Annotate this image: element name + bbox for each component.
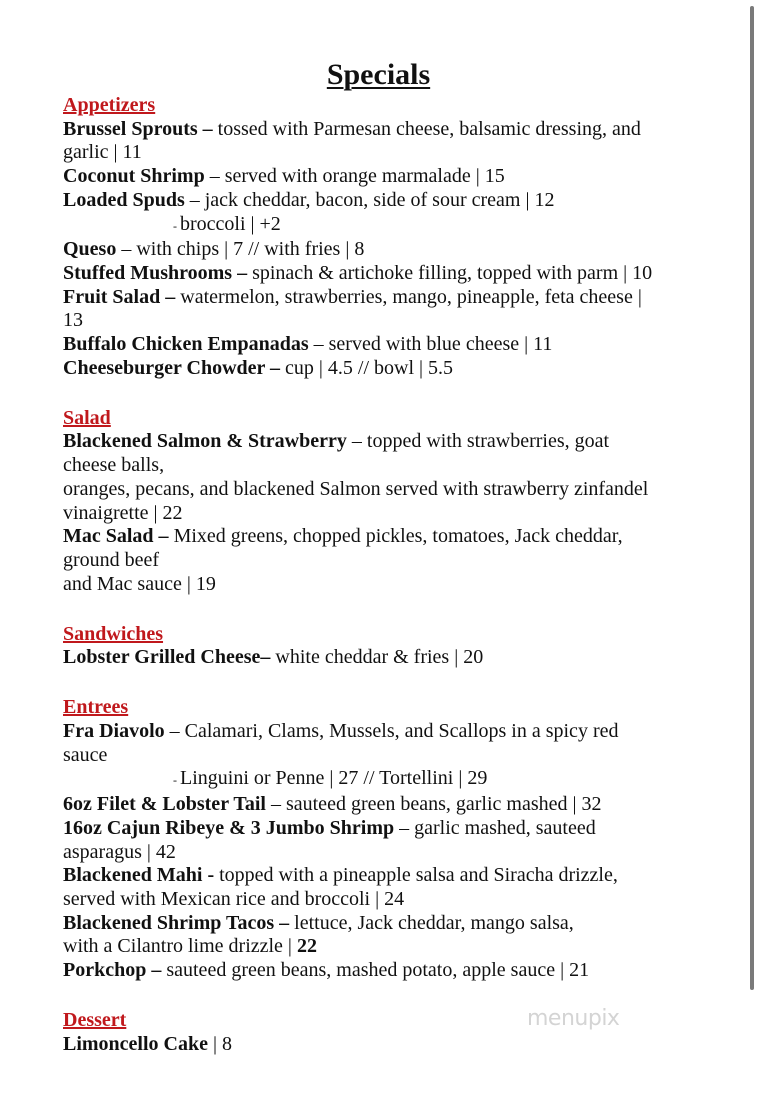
item-name: Brussel Sprouts – [63,117,213,140]
item-line [63,357,723,381]
item-name: Mac Salad – [63,525,169,548]
section-heading: Appetizers [63,94,156,116]
item-description-continued: served with Mexican rice and broccoli | 24 [63,887,405,910]
item-description-continued-text: with a Cilantro lime drizzle | [63,935,297,958]
item-price: 22 [296,935,317,958]
menu-item [63,720,723,793]
item-option [63,213,723,239]
item-line [63,525,723,549]
item-name: Fruit Salad – [63,285,176,308]
menu-item [63,165,723,189]
menu-item [63,357,723,381]
item-description-continued: vinaigrette | 22 [63,501,183,524]
item-line [63,189,723,213]
menu-item [63,959,723,983]
watermark-logo: menupix [527,1006,620,1031]
item-description-continued [63,935,723,959]
item-description-continued: and Mac sauce | 19 [63,572,216,595]
item-line [63,1033,723,1057]
item-line [63,430,723,454]
menu-item [63,646,723,670]
item-description-continued: sauce [63,743,108,766]
item-description: – Calamari, Clams, Mussels, and Scallops in a spicy red [164,720,619,743]
item-line [63,118,723,142]
menu-item [63,238,723,262]
item-description: – served with blue cheese | 11 [308,333,553,356]
item-line [63,646,723,670]
item-description: | 8 [208,1032,233,1055]
item-description: sauteed green beans, mashed potato, apple sauce | 21 [161,959,590,982]
item-description: tossed with Parmesan cheese, balsamic dressing, and [212,117,641,140]
item-description-continued: asparagus | 42 [63,840,176,863]
item-line [63,817,723,841]
item-description-continued: 13 [63,309,83,332]
item-line [63,793,723,817]
item-name: Fra Diavolo [63,720,165,743]
item-line [63,959,723,983]
menu-section-dessert [63,1009,723,1056]
item-description: – with chips | 7 // with fries | 8 [116,238,365,261]
item-description-continued: garlic | 11 [63,141,142,164]
item-name: Cheeseburger Chowder – [63,356,281,379]
item-description: white cheddar & fries | 20 [270,646,484,669]
item-line [63,720,723,744]
item-name: Queso [63,238,117,261]
item-name: Stuffed Mushrooms – [63,261,248,284]
item-description: Mixed greens, chopped pickles, tomatoes, Jack cheddar, [168,525,623,548]
menu-item [63,430,723,525]
item-name: Blackened Salmon & Strawberry [63,430,347,453]
option-bullet-icon: - [173,773,180,788]
menu-item [63,864,723,911]
menu-item [63,793,723,817]
item-name: Blackened Mahi - [63,864,215,887]
item-line [63,286,723,310]
item-name: 16oz Cajun Ribeye & 3 Jumbo Shrimp [63,816,395,839]
section-heading: Salad [63,406,111,429]
item-option-text: broccoli | +2 [180,212,281,235]
item-line [63,864,723,888]
item-line [63,333,723,357]
item-description: – served with orange marmalade | 15 [204,165,505,188]
item-name: Loaded Spuds [63,188,185,211]
item-name: Lobster Grilled Cheese– [63,646,271,669]
menu-item [63,118,723,165]
item-name: Blackened Shrimp Tacos – [63,911,290,934]
page-title: Specials [326,58,431,91]
menu-item [63,912,723,959]
section-heading: Entrees [63,696,129,719]
item-description: – sauteed green beans, garlic mashed | 32 [265,793,602,816]
scrollbar[interactable] [750,6,754,990]
item-description: topped with a pineapple salsa and Siracha drizzle, [214,864,618,887]
item-description: lettuce, Jack cheddar, mango salsa, [289,911,574,934]
item-name: 6oz Filet & Lobster Tail [63,793,266,816]
menu-section-entrees [63,696,723,982]
item-name: Buffalo Chicken Empanadas [63,333,309,356]
section-heading: Sandwiches [63,622,164,645]
item-line [63,238,723,262]
item-name: Porkchop – [63,959,162,982]
item-name: Coconut Shrimp [63,165,205,188]
item-description: watermelon, strawberries, mango, pineapple, feta cheese | [175,285,642,308]
item-description-continued: ground beef [63,548,160,571]
menu-item [63,333,723,357]
item-description: – jack cheddar, bacon, side of sour cream | 12 [184,188,555,211]
menu-item [63,262,723,286]
item-line [63,262,723,286]
menu-item [63,817,723,864]
menu-item [63,1033,723,1057]
item-description: – topped with strawberries, goat [346,430,610,453]
item-description: cup | 4.5 // bowl | 5.5 [280,356,454,379]
item-option [63,767,723,793]
menu-section-appetizers [63,94,723,380]
item-description-continued: oranges, pecans, and blackened Salmon served with strawberry zinfandel [63,477,649,500]
item-description: spinach & artichoke filling, topped with parm | 10 [247,261,653,284]
menu-list [63,94,723,1083]
item-line [63,165,723,189]
item-line [63,912,723,936]
menu-item [63,189,723,238]
option-bullet-icon: - [173,218,180,233]
menu-item [63,286,723,333]
item-option-text: Linguini or Penne | 27 // Tortellini | 29 [180,767,488,790]
menu-section-salad [63,407,723,597]
item-name: Limoncello Cake [63,1032,208,1055]
section-heading: Dessert [63,1009,127,1032]
item-description-continued: cheese balls, [63,454,165,477]
menu-item [63,525,723,596]
menu-section-sandwiches [63,623,723,670]
item-description: – garlic mashed, sauteed [394,816,596,839]
